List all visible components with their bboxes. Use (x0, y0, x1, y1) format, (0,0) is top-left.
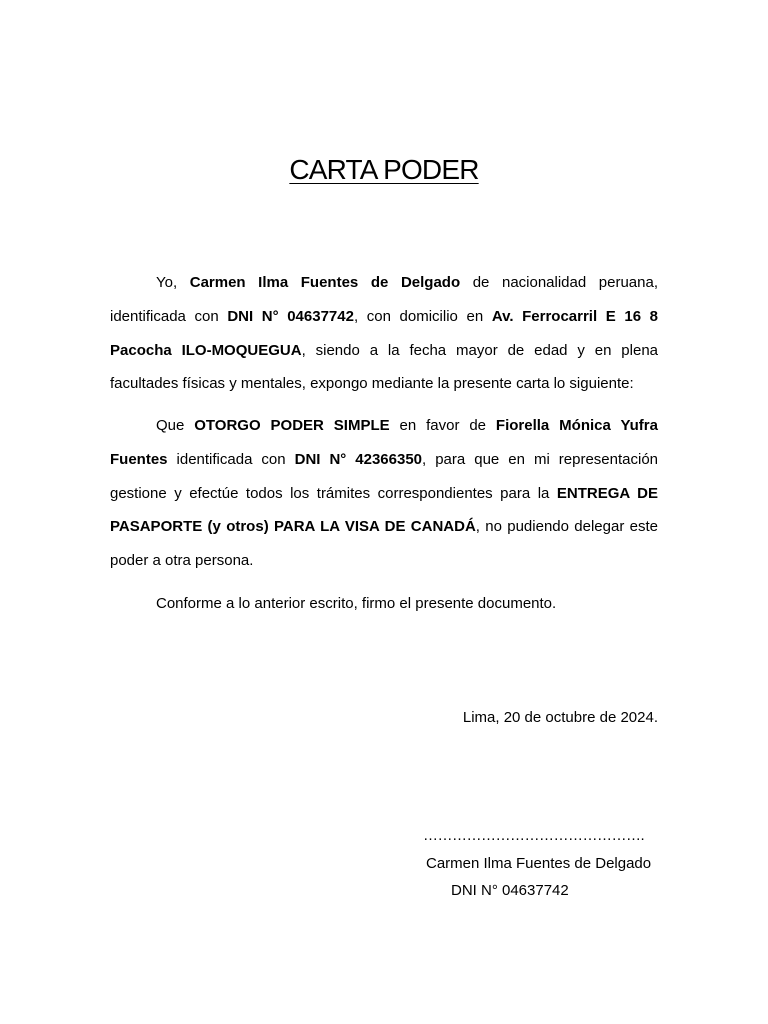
signature-name: Carmen Ilma Fuentes de Delgado (426, 855, 652, 872)
p1-text-4: , siendo a la fecha mayor de edad y en plena facultades físicas y mentales, expongo mediante la presente carta lo siguiente: (110, 341, 659, 393)
power-type: OTORGO PODER SIMPLE (194, 417, 390, 434)
grantor-address: Av. Ferrocarril E 16 8 Pacocha ILO-MOQUEGUA (110, 307, 659, 359)
paragraph-closing (110, 587, 658, 621)
grant-purpose: ENTREGA DE PASAPORTE (y otros) PARA LA VISA DE CANADÁ (110, 484, 658, 536)
paragraph-grant (110, 409, 658, 578)
grantor-name: Carmen Ilma Fuentes de Delgado (189, 274, 461, 291)
signature-dni: DNI N° 04637742 (451, 882, 569, 899)
p2-text-3: identificada con (167, 450, 295, 468)
closing-text: Conforme a lo anterior escrito, firmo el presente documento. (156, 595, 557, 612)
paragraph-declaration (110, 266, 658, 401)
p2-text-2: en favor de (389, 417, 496, 434)
p2-text-5: , no pudiendo delegar este poder a otra persona. (110, 518, 658, 570)
date-line: Lima, 20 de octubre de 2024. (462, 709, 658, 726)
grantor-dni: DNI N° 04637742 (227, 307, 354, 325)
p1-text-3: , con domicilio en (353, 307, 492, 325)
grantee-dni: DNI N° 42366350 (294, 450, 423, 468)
p2-text-4: , para que en mi representación gestione y efectúe todos los trámites correspondientes para la (110, 450, 659, 502)
document-title (0, 152, 768, 188)
signature-line: ………………………………………. (423, 827, 645, 844)
p1-text-2: de nacionalidad peruana, identificada con (110, 274, 659, 325)
p1-text-1: Yo, (156, 274, 190, 291)
title-text: CARTA PODER (289, 154, 479, 185)
grantee-name: Fiorella Mónica Yufra Fuentes (110, 417, 658, 468)
p2-text-1: Que (156, 417, 195, 434)
